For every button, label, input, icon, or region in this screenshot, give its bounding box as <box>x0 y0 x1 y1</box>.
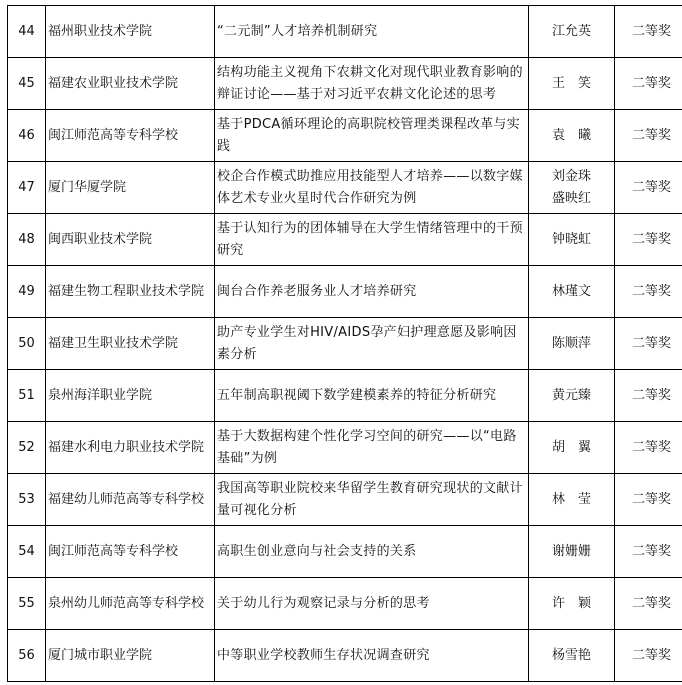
author-cell <box>529 370 615 422</box>
author-cell <box>529 110 615 162</box>
school-cell: 闽江师范高等专科学校 <box>46 110 215 162</box>
row-number-cell: 45 <box>8 58 46 110</box>
author-cell <box>529 526 615 578</box>
award-cell: 二等奖 <box>615 266 682 318</box>
author-name: 谢姗姗 <box>551 543 591 559</box>
table-row <box>8 58 682 110</box>
author-name: 陈顺萍 <box>551 335 591 351</box>
awards-table <box>7 5 682 682</box>
author-cell <box>529 58 615 110</box>
title-cell: 高职生创业意向与社会支持的关系 <box>215 526 529 578</box>
row-number-cell: 51 <box>8 370 46 422</box>
author-cell <box>529 162 615 214</box>
row-number-cell: 50 <box>8 318 46 370</box>
award-cell: 二等奖 <box>615 422 682 474</box>
title-cell: 五年制高职视阈下数学建模素养的特征分析研究 <box>215 370 529 422</box>
author-name: 黄元臻 <box>551 387 591 403</box>
title-cell: 校企合作模式助推应用技能型人才培养——以数字媒体艺术专业火星时代合作研究为例 <box>215 162 529 214</box>
row-number-cell: 49 <box>8 266 46 318</box>
award-cell: 二等奖 <box>615 630 682 682</box>
row-number-cell: 54 <box>8 526 46 578</box>
school-cell: 闽江师范高等专科学校 <box>46 526 215 578</box>
row-number-cell: 48 <box>8 214 46 266</box>
title-cell: 基于PDCA循环理论的高职院校管理类课程改革与实践 <box>215 110 529 162</box>
award-cell: 二等奖 <box>615 162 682 214</box>
table-row <box>8 578 682 630</box>
author-name: 江允英 <box>551 23 591 39</box>
author-name: 刘金珠 <box>551 168 591 184</box>
award-cell: 二等奖 <box>615 110 682 162</box>
award-cell: 二等奖 <box>615 474 682 526</box>
school-cell: 厦门华厦学院 <box>46 162 215 214</box>
table-row <box>8 6 682 58</box>
row-number-cell: 55 <box>8 578 46 630</box>
author-name: 胡 翼 <box>551 439 591 455</box>
award-cell: 二等奖 <box>615 214 682 266</box>
author-name: 钟晓虹 <box>551 231 591 247</box>
title-cell: 基于大数据构建个性化学习空间的研究——以“电路基础”为例 <box>215 422 529 474</box>
table-row <box>8 162 682 214</box>
title-cell: 我国高等职业院校来华留学生教育研究现状的文献计量可视化分析 <box>215 474 529 526</box>
author-cell <box>529 214 615 266</box>
table-row <box>8 110 682 162</box>
row-number-cell: 46 <box>8 110 46 162</box>
table-row <box>8 214 682 266</box>
author-name: 杨雪艳 <box>551 647 591 663</box>
table-row <box>8 422 682 474</box>
author-cell <box>529 266 615 318</box>
title-cell: 助产专业学生对HIV/AIDS孕产妇护理意愿及影响因素分析 <box>215 318 529 370</box>
school-cell: 泉州幼儿师范高等专科学校 <box>46 578 215 630</box>
row-number-cell: 47 <box>8 162 46 214</box>
row-number-cell: 56 <box>8 630 46 682</box>
title-cell: 基于认知行为的团体辅导在大学生情绪管理中的干预研究 <box>215 214 529 266</box>
author-name: 林瑾文 <box>551 283 591 299</box>
table-row <box>8 266 682 318</box>
row-number-cell: 44 <box>8 6 46 58</box>
title-cell: 中等职业学校教师生存状况调查研究 <box>215 630 529 682</box>
author-cell <box>529 6 615 58</box>
school-cell: 福建农业职业技术学院 <box>46 58 215 110</box>
author-cell <box>529 318 615 370</box>
author-cell <box>529 474 615 526</box>
school-cell: 泉州海洋职业学院 <box>46 370 215 422</box>
table-row <box>8 318 682 370</box>
award-cell: 二等奖 <box>615 318 682 370</box>
table-row <box>8 370 682 422</box>
title-cell: “二元制”人才培养机制研究 <box>215 6 529 58</box>
author-cell <box>529 422 615 474</box>
table-row <box>8 526 682 578</box>
title-cell: 关于幼儿行为观察记录与分析的思考 <box>215 578 529 630</box>
award-cell: 二等奖 <box>615 526 682 578</box>
award-cell: 二等奖 <box>615 6 682 58</box>
award-cell: 二等奖 <box>615 370 682 422</box>
school-cell: 福建幼儿师范高等专科学校 <box>46 474 215 526</box>
row-number-cell: 52 <box>8 422 46 474</box>
author-name: 王 笑 <box>551 75 591 91</box>
row-number-cell: 53 <box>8 474 46 526</box>
author-cell <box>529 578 615 630</box>
school-cell: 福建水利电力职业技术学院 <box>46 422 215 474</box>
table-row <box>8 630 682 682</box>
author-name: 林 莹 <box>551 491 591 507</box>
title-cell: 闽台合作养老服务业人才培养研究 <box>215 266 529 318</box>
author-cell <box>529 630 615 682</box>
school-cell: 闽西职业技术学院 <box>46 214 215 266</box>
title-cell: 结构功能主义视角下农耕文化对现代职业教育影响的辩证讨论——基于对习近平农耕文化论述的思考 <box>215 58 529 110</box>
award-cell: 二等奖 <box>615 58 682 110</box>
author-name: 许 颖 <box>551 595 591 611</box>
table-row <box>8 474 682 526</box>
school-cell: 福州职业技术学院 <box>46 6 215 58</box>
school-cell: 福建卫生职业技术学院 <box>46 318 215 370</box>
school-cell: 福建生物工程职业技术学院 <box>46 266 215 318</box>
award-cell: 二等奖 <box>615 578 682 630</box>
awards-table-body <box>8 6 682 682</box>
author-name: 盛映红 <box>551 190 591 206</box>
school-cell: 厦门城市职业学院 <box>46 630 215 682</box>
author-name: 袁 曦 <box>551 127 591 143</box>
